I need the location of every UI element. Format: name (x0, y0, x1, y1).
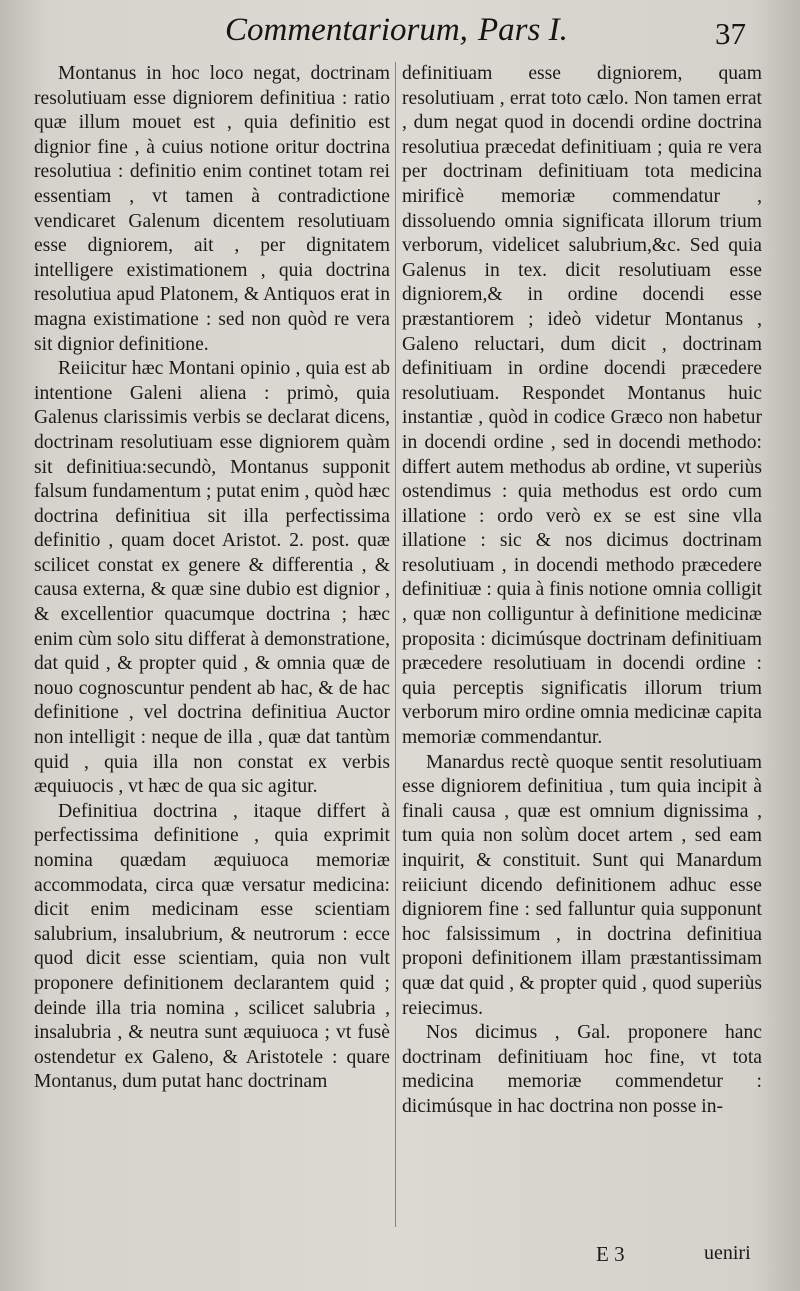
part-title: Pars I. (478, 12, 568, 48)
paragraph-manardus: Manardus rectè quoque sentit resolutiuam esse digniorem definitiua , tum quia incipit à finali causa , quæ est omnium dignissima , tum quia non solùm docet artem , sed eam inquirit, & constituit. Sunt qui Manardum reiiciunt dicendo definitionem adhuc esse digniorem fine : sed falluntur quia supponunt hoc falsissimum , in doctrina definitiua proponi definitionem illam præstantissimam quæ dat quid , & propter quid , quod superiùs reiecimus. (402, 751, 762, 1019)
paragraph-definitiua-doctrina: Definitiua doctrina , itaque differt à perfectissima definitione , quia exprimit nomina quædam æquiuoca memoriæ accommodata, circa quæ versatur medicina: dicit enim medicinam esse scientiam salubrium, insalubrium, & neutrorum : ecce quod dicit esse scientiam, quia non vult proponere definitionem declarantem quid ; deinde illa tria nomina , scilicet salubria , insalubria , & neutra sunt æquiuoca ; vt fusè ostendetur ex Galeno, & Aristotele : quare Montanus, dum putat hanc doctrinam (34, 800, 390, 1093)
signature-mark: E 3 (596, 1242, 625, 1266)
paragraph-reiicitur: Reiicitur hæc Montani opinio , quia est ab intentione Galeni aliena : primò, quia Galenus clarissimis verbis se declarat dicens, doctrinam resolutiuam esse digniorem quàm sit definitiua:secundò, Montanus supponit falsum fundamentum ; putat enim , quòd hæc doctrina definitiua sit illa perfectissima definitio , quam docet Aristot. 2. post. quæ scilicet constat ex genere & differentia , & causa externa, & quæ sine dubio est dignior , & excellentior quacumque doctrina ; hæc enim cùm solo situ differat à demonstratione, dat quid , & propter quid , & omnia quæ de nouo cognoscuntur pendent ab hac, & de hac definitione , vel doctrina definitiua Auctor non intelligit : neque de illa , quæ dat tantùm quid , quia illa non constat ex verbis æquiuocis , vt hæc de qua sic agitur. (34, 358, 390, 798)
catchword: ueniri (704, 1242, 751, 1264)
paragraph-nos-dicimus: Nos dicimus , Gal. proponere hanc doctrinam definitiuam hoc fine, vt tota medicina memoriæ commendetur : dicimúsque in hac doctrina non posse in- (402, 1022, 762, 1117)
column-divider (395, 62, 396, 1227)
page-footer (0, 1242, 800, 1272)
paragraph-continuation: definitiuam esse digniorem, quam resolutiuam , errat toto cælo. Non tamen errat , dum negat quod in docendi ordine doctrina resolutiua præcedat definitiuam ; quia re vera per doctrinam definitiuam tota medicina mirificè memoriæ commendatur , dissoluendo omnia significata illorum trium verborum, videlicet salubrium,&c. Sed quia Galenus in tex. dicit resolutiuam esse digniorem,& in ordine docendi esse præstantiorem ; ideò videtur Montanus , Galeno reluctari, dum dicit , doctrinam definitiuam in ordine docendi præcedere resolutiuam. Respondet Montanus huic instantiæ , quòd in codice Græco non habetur in docendi ordine , sed in docendi methodo: differt autem methodus ab ordine, vt superiùs ostendimus : quia methodus est ordo cum illatione : ordo verò ex se est sine vlla illatione : sic & nos dicimus doctrinam resolutiuam , in docendi methodo præcedere definitiuæ : quia à finis notione omnia colligit , quæ non colliguntur à definitione medicinæ proposita : dicimúsque doctrinam definitiuam præcedere resolutiuam in docendi ordine : quia perceptis significatis illorum trium verborum miro ordine omnia medicinæ capita memoriæ commendantur. (402, 63, 762, 749)
page-number: 37 (715, 16, 746, 51)
page-header (0, 8, 800, 54)
right-column (402, 62, 762, 1120)
running-title: Commentariorum, (225, 12, 468, 48)
paragraph-montanus-negat: Montanus in hoc loco negat, doctrinam resolutiuam esse digniorem definitiua : ratio quæ illum mouet est , quia definitio est dignior fine , à cuius notione oritur doctrina resolutiua : definitio enim continet totam rei essentiam , vt tamen à contradictione vendicaret Galenum dicentem resolutiuam esse digniorem, ait , per dignitatem intelligere existimationem , quia doctrina resolutiua apud Platonem, & Antiquos erat in magna existimatione : sed non quòd re vera sit dignior definitione. (34, 63, 390, 355)
left-column (34, 62, 390, 1095)
